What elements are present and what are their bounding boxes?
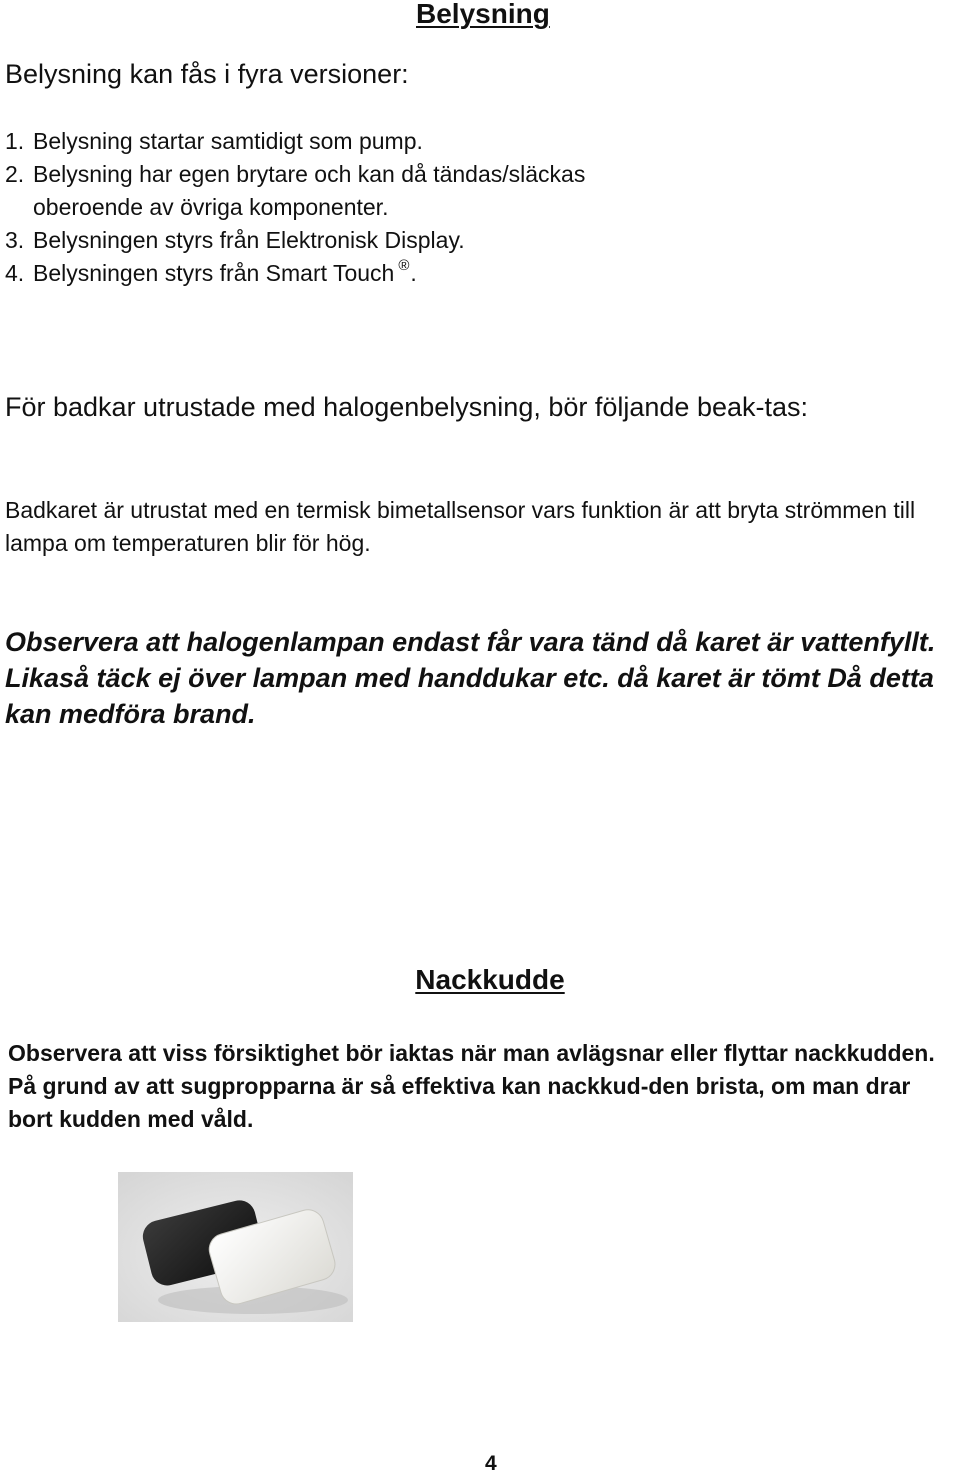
- list-item-end: .: [410, 260, 417, 286]
- section-title-nackkudde: Nackkudde: [415, 964, 565, 995]
- neck-pillows-photo: [118, 1172, 353, 1322]
- list-item-text: Belysningen styrs från Elektronisk Display.: [33, 227, 465, 253]
- lighting-intro: Belysning kan fås i fyra versioner:: [5, 59, 409, 89]
- list-item-number: 1.: [5, 128, 25, 154]
- list-item: [5, 158, 585, 191]
- neck-pillow-notice: Observera att viss försiktighet bör iaktas när man avlägsnar eller flyttar nackkudden. På grund av att sugpropparna är så effektiva kan nackkud-den brista, om man drar bort kudden med våld.: [8, 1040, 935, 1132]
- list-item-text: Belysningen styrs från Smart Touch: [33, 260, 395, 286]
- list-item: [5, 257, 585, 293]
- list-item-text: oberoende av övriga komponenter.: [33, 194, 389, 220]
- halogen-warning: Observera att halogenlampan endast får vara tänd då karet är vattenfyllt. Likaså täck ej över lampan med handdukar etc. då karet är tömt Då detta kan medföra brand.: [5, 627, 936, 729]
- list-item-continuation: [5, 191, 585, 224]
- lighting-versions-list: [5, 125, 585, 293]
- halogen-heading: För badkar utrustade med halogenbelysning, bör följande beak-tas:: [5, 392, 808, 422]
- list-item-number: 3.: [5, 227, 25, 253]
- list-item-number: 4.: [5, 260, 25, 286]
- registered-mark: ®: [398, 257, 410, 274]
- list-item-text: Belysning har egen brytare och kan då tändas/släckas: [33, 161, 586, 187]
- halogen-description: Badkaret är utrustat med en termisk bimetallsensor vars funktion är att bryta strömmen till lampa om temperaturen blir för hög.: [5, 497, 916, 556]
- page-number: 4: [485, 1452, 497, 1475]
- list-item-number: 2.: [5, 161, 25, 187]
- list-item-text: Belysning startar samtidigt som pump.: [33, 128, 423, 154]
- list-item: [5, 125, 585, 158]
- list-item: [5, 224, 585, 257]
- section-title-belysning: Belysning: [416, 0, 550, 29]
